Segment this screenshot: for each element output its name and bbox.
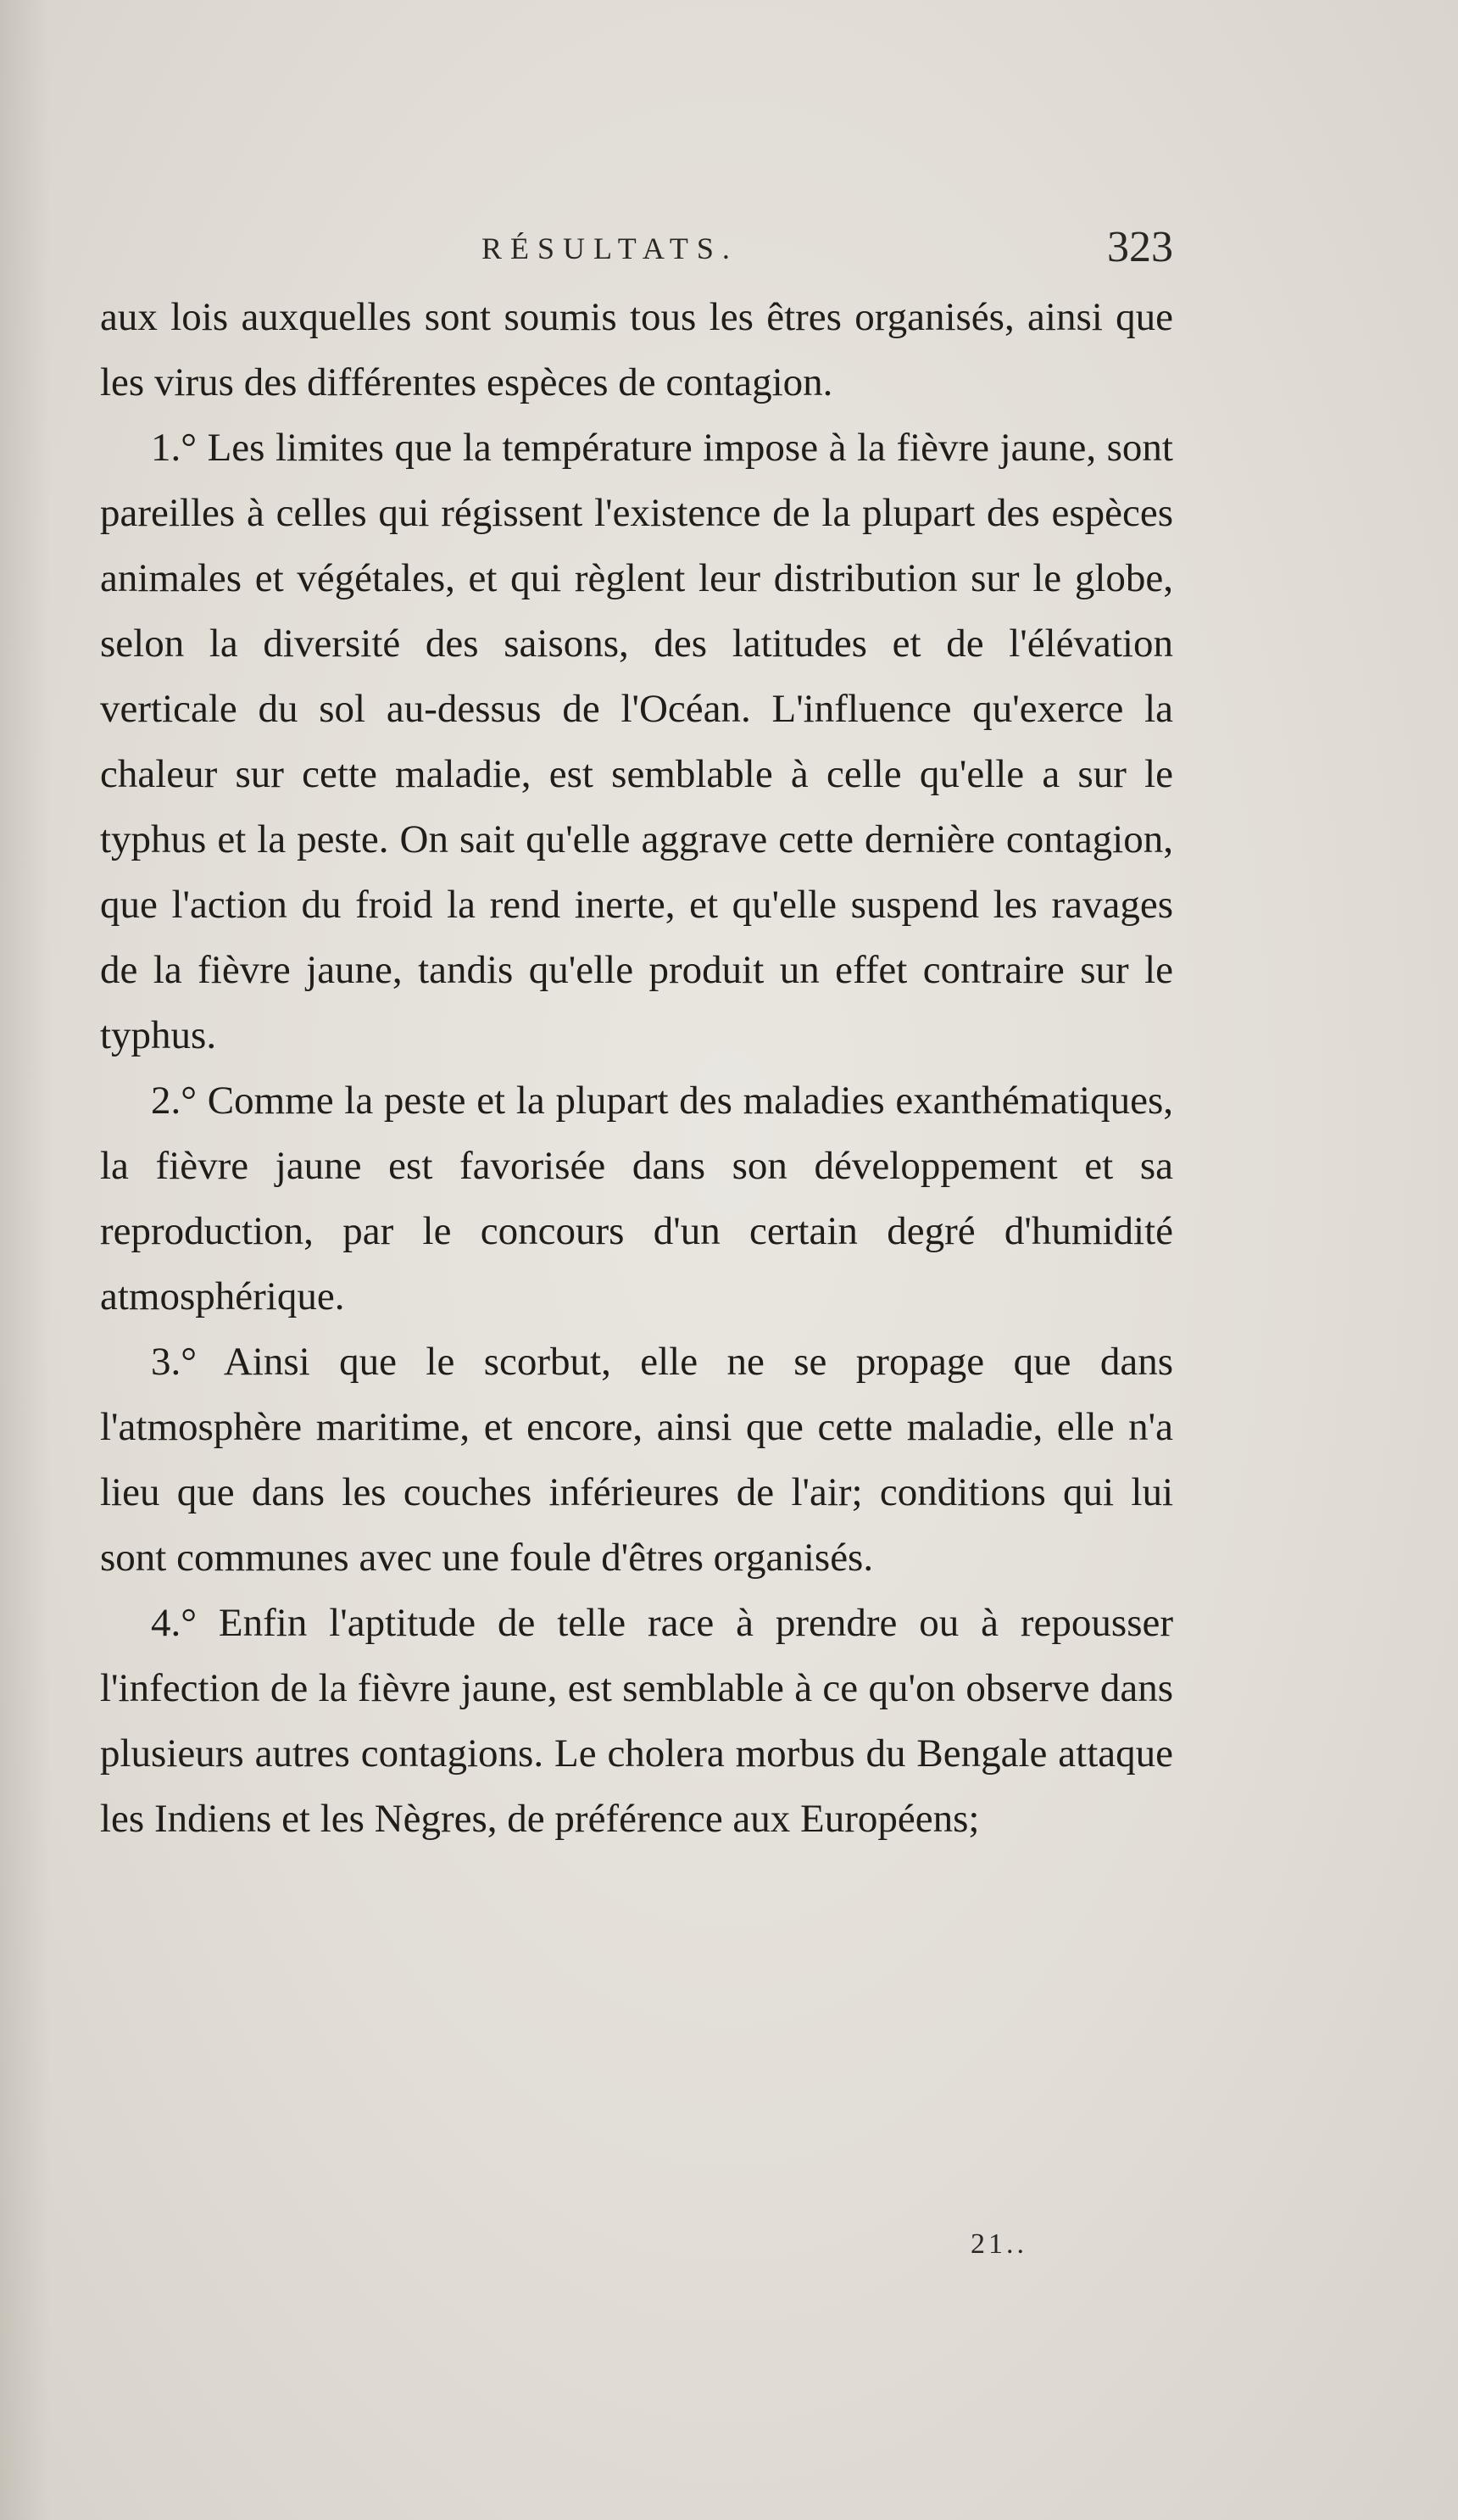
- signature-mark: 21..: [971, 2228, 1027, 2260]
- paragraph-point-4: 4.° Enfin l'aptitude de telle race à prendre ou à repousser l'infection de la fièvre jaune, est semblable à ce qu'on observe dans plusieurs autres contagions. Le cholera morbus du Bengale attaque les Indiens et les Nègres, de préférence aux Européens;: [100, 1601, 1173, 1841]
- paragraph-point-1: 1.° Les limites que la température impose à la fièvre jaune, sont pareilles à celles qui régissent l'existence de la plupart des espèces animales et végétales, et qui règlent leur distribution sur le globe, selon la diversité des saisons, des latitudes et de l'élévation verticale du sol au-dessus de l'Océan. L'influence qu'exerce la chaleur sur cette maladie, est semblable à celle qu'elle a sur le typhus et la peste. On sait qu'elle aggrave cette dernière contagion, que l'action du froid la rend inerte, et qu'elle suspend les ravages de la fièvre jaune, tandis qu'elle produit un effet contraire sur le typhus.: [100, 426, 1173, 1057]
- page-number: 323: [1107, 223, 1173, 271]
- page-header: [100, 222, 1173, 273]
- body-text: [100, 285, 1173, 1852]
- paragraph-point-3: 3.° Ainsi que le scorbut, elle ne se propage que dans l'atmosphère maritime, et encore, ainsi que cette maladie, elle n'a lieu que dans les couches inférieures de l'air; conditions qui lui sont communes avec une foule d'êtres organisés.: [100, 1340, 1173, 1580]
- paragraph-continuation: aux lois auxquelles sont soumis tous les êtres organisés, ainsi que les virus des différentes espèces de contagion.: [100, 295, 1173, 404]
- paragraph-point-2: 2.° Comme la peste et la plupart des maladies exanthématiques, la fièvre jaune est favorisée dans son développement et sa reproduction, par le concours d'un certain degré d'humidité atmosphérique.: [100, 1079, 1173, 1319]
- page-edge-shadow: [0, 0, 51, 2520]
- running-title: RÉSULTATS.: [481, 231, 738, 265]
